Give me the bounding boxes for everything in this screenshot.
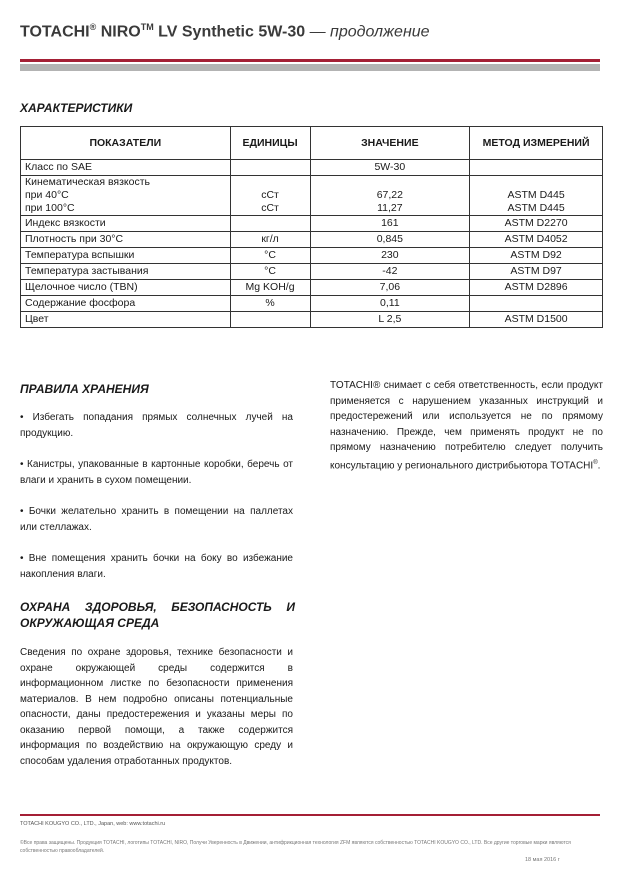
document-title [20,22,430,41]
spec-rows [21,216,603,328]
cell-value [310,176,470,216]
footer-divider [20,814,600,816]
brand-name: TOTACHI [20,23,90,41]
cell-parameter: Температура вспышки [21,248,231,264]
cell-units: °С [230,248,310,264]
cell-units: Mg KOH/g [230,280,310,296]
cell-method [470,176,603,216]
disclaimer-body: TOTACHI® снимает с себя ответственность, если продукт применяется с нарушением указанных инструкций и предостережений или используется не по прямому назначению. Прежде, чем применять продукт не по прямому назначению потребителю следует получить консультацию у регионального дистрибьютора TOTACHI [330,380,603,471]
cell-value: 161 [310,216,470,232]
viscosity-at-40: при 40°С [25,189,69,201]
footer-rights: ©Все права защищены. Продукция TOTACHI, логотипы TOTACHI, NIRO, Получи Уверенность в Движении, антифрикционная технология ZFM являются собственностью TOTACHI KOUGYO CO., LTD. Все другие торговые марки являются собственностью правообладателей. [20,840,571,854]
cell-method: ASTM D92 [470,248,603,264]
method-40: ASTM D445 [507,189,565,201]
storage-heading: ПРАВИЛА ХРАНЕНИЯ [20,382,149,396]
table-row [21,296,603,312]
cell-value: -42 [310,264,470,280]
cell-method: ASTM D2896 [470,280,603,296]
footer-company: TOTACHI KOUGYO CO., LTD., Japan, web: www.totachi.ru [20,821,166,827]
cell-units: °С [230,264,310,280]
cell-method: ASTM D2270 [470,216,603,232]
storage-bullet: • Канистры, упакованные в картонные коробки, беречь от влаги и хранить в сухом помещении. [20,459,293,486]
health-heading: ОХРАНА ЗДОРОВЬЯ, БЕЗОПАСНОСТЬ И ОКРУЖАЮЩАЯ СРЕДА [20,600,295,630]
table-row-viscosity [21,176,603,216]
table-row [21,216,603,232]
table-row-sae [21,160,603,176]
disclaimer-text [330,378,603,473]
table-row [21,232,603,248]
cell-units: кг/л [230,232,310,248]
storage-bullet: • Бочки желательно хранить в помещении на паллетах или стеллажах. [20,506,293,533]
product-name: LV Synthetic 5W-30 [153,23,306,41]
disclaimer-registered-mark: ® [593,459,598,466]
value-100: 11,27 [377,202,403,214]
cell-parameter: Плотность при 30°С [21,232,231,248]
header-divider-red [20,59,600,62]
viscosity-label: Кинематическая вязкость [25,176,150,188]
storage-bullet: • Вне помещения хранить бочки на боку во избежание накопления влаги. [20,553,293,580]
table-row [21,312,603,328]
column-header-parameter: ПОКАЗАТЕЛИ [21,127,231,160]
cell-units [230,216,310,232]
cell-value: L 2,5 [310,312,470,328]
cell-parameter [21,176,231,216]
disclaimer-end: . [597,459,601,471]
footer-date: 18 мая 2016 г [525,857,560,863]
cell-method: ASTM D1500 [470,312,603,328]
cell-method [470,296,603,312]
table-row [21,248,603,264]
cell-method [470,160,603,176]
cell-value: 0,11 [310,296,470,312]
product-line: NIRO [96,23,141,41]
cell-parameter: Индекс вязкости [21,216,231,232]
method-100: ASTM D445 [507,202,565,214]
column-header-units: ЕДИНИЦЫ [230,127,310,160]
storage-bullet: • Избегать попадания прямых солнечных лучей на продукцию. [20,412,293,439]
header-divider-grey [20,64,600,71]
cell-units [230,176,310,216]
specs-heading: ХАРАКТЕРИСТИКИ [20,101,133,115]
cell-method: ASTM D4052 [470,232,603,248]
cell-parameter: Цвет [21,312,231,328]
value-40: 67,22 [376,189,403,201]
unit-40: сСт [261,189,279,201]
column-header-method: МЕТОД ИЗМЕРЕНИЙ [470,127,603,160]
table-row [21,280,603,296]
cell-units [230,160,310,176]
trademark-mark: TM [140,22,154,32]
cell-value: 7,06 [310,280,470,296]
title-continuation: — продолжение [305,23,430,41]
specs-table [20,126,603,328]
column-header-value: ЗНАЧЕНИЕ [310,127,470,160]
viscosity-at-100: при 100°С [25,202,75,214]
cell-value: 0,845 [310,232,470,248]
table-header-row [21,127,603,160]
cell-parameter: Содержание фосфора [21,296,231,312]
table-row [21,264,603,280]
cell-units: % [230,296,310,312]
cell-parameter: Класс по SAE [21,160,231,176]
registered-mark: ® [89,22,97,32]
unit-100: сСт [261,202,279,214]
cell-units [230,312,310,328]
cell-parameter: Щелочное число (TBN) [21,280,231,296]
cell-value: 230 [310,248,470,264]
health-text: Сведения по охране здоровья, технике безопасности и охране окружающей среды содержится в информационном листке по безопасности применения материалов. В нем подробно описаны потенциальные опасности, даны предостережения и указаны меры по оказанию первой помощи, а также содержится информация по воздействию на окружающую среду и способам удаления отработанных продуктов. [20,647,293,767]
cell-method: ASTM D97 [470,264,603,280]
cell-parameter: Температура застывания [21,264,231,280]
cell-value: 5W-30 [310,160,470,176]
storage-section [20,410,293,598]
